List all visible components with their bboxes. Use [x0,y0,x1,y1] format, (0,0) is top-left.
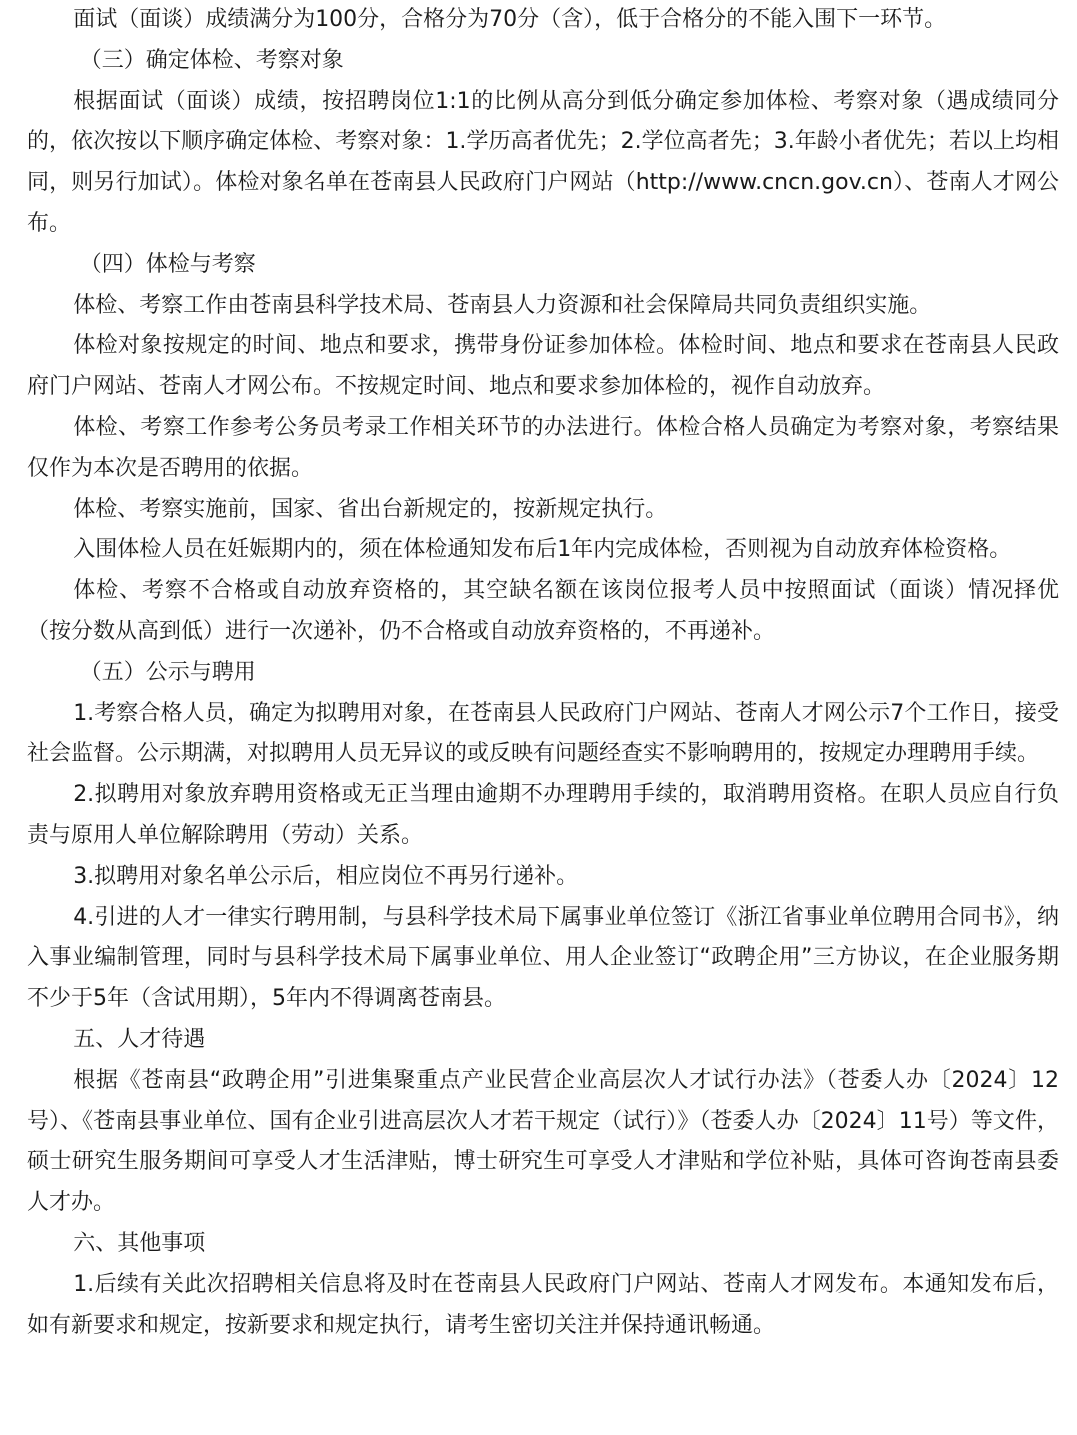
document-body [27,0,1059,1346]
paragraph-exam-organizers: 体检、考察工作由苍南县科学技术局、苍南县人力资源和社会保障局共同负责组织实施。 [73,292,932,318]
paragraph-replacement: 体检、考察不合格或自动放弃资格的，其空缺名额在该岗位报考人员中按照面试（面谈）情况择优（按分数从高到低）进行一次递补，仍不合格或自动放弃资格的，不再递补。 [27,578,1059,644]
paragraph-interview-score: 面试（面谈）成绩满分为100分，合格分为70分（含），低于合格分的不能入围下一环节。 [73,7,947,32]
paragraph-forfeit: 2.拟聘用对象放弃聘用资格或无正当理由逾期不办理聘用手续的，取消聘用资格。在职人员应自行负责与原用人单位解除聘用（劳动）关系。 [27,782,1059,848]
heading-other-matters: 六、其他事项 [73,1230,206,1256]
paragraph-new-regulations: 体检、考察实施前，国家、省出台新规定的，按新规定执行。 [73,496,668,522]
heading-determine-candidates: （三）确定体检、考察对象 [79,47,344,73]
paragraph-exam-schedule: 体检对象按规定的时间、地点和要求，携带身份证参加体检。体检时间、地点和要求在苍南县人民政府门户网站、苍南人才网公布。不按规定时间、地点和要求参加体检的，视作自动放弃。 [27,333,1059,400]
heading-physical-exam: （四）体检与考察 [79,251,256,277]
paragraph-pregnancy: 入围体检人员在妊娠期内的，须在体检通知发布后1年内完成体检，否则视为自动放弃体检资格。 [73,537,1012,563]
paragraph-candidate-selection: 根据面试（面谈）成绩，按招聘岗位1:1的比例从高分到低分确定参加体检、考察对象（遇成绩同分的，依次按以下顺序确定体检、考察对象：1.学历高者优先；2.学位高者先；3.年龄小者优先；若以上均相同，则另行加试）。体检对象名单在苍南县人民政府门户网站（http://www.cncn.gov.cn）、苍南人才网公布。 [27,88,1059,236]
heading-publicity-hiring: （五）公示与聘用 [79,659,256,685]
paragraph-no-replacement: 3.拟聘用对象名单公示后，相应岗位不再另行递补。 [73,863,579,889]
paragraph-exam-procedure: 体检、考察工作参考公务员考录工作相关环节的办法进行。体检合格人员确定为考察对象，考察结果仅作为本次是否聘用的依据。 [27,414,1059,481]
heading-talent-benefits: 五、人才待遇 [73,1026,206,1052]
paragraph-follow-up: 1.后续有关此次招聘相关信息将及时在苍南县人民政府门户网站、苍南人才网发布。本通知发布后，如有新要求和规定，按新要求和规定执行，请考生密切关注并保持通讯畅通。 [27,1271,1059,1338]
paragraph-contract: 4.引进的人才一律实行聘用制，与县科学技术局下属事业单位签订《浙江省事业单位聘用合同书》，纳入事业编制管理，同时与县科学技术局下属事业单位、用人企业签订“政聘企用”三方协议，在企业服务期不少于5年（含试用期），5年内不得调离苍南县。 [27,904,1059,1012]
paragraph-publicity: 1.考察合格人员，确定为拟聘用对象，在苍南县人民政府门户网站、苍南人才网公示7个工作日，接受社会监督。公示期满，对拟聘用人员无异议的或反映有问题经查实不影响聘用的，按规定办理聘用手续。 [27,700,1059,767]
paragraph-benefits: 根据《苍南县“政聘企用”引进集聚重点产业民营企业高层次人才试行办法》（苍委人办〔2024〕12号）、《苍南县事业单位、国有企业引进高层次人才若干规定（试行）》（苍委人办〔2024〕11号）等文件，硕士研究生服务期间可享受人才生活津贴，博士研究生可享受人才津贴和学位补贴，具体可咨询苍南县委人才办。 [27,1067,1059,1216]
